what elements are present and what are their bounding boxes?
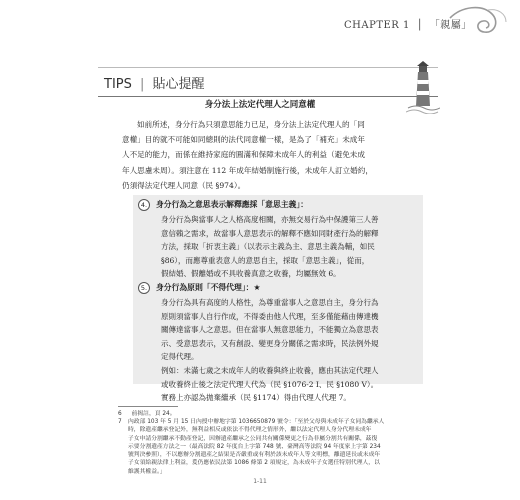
intro-line: 仍須得法定代理人同意（民 §974）。: [122, 180, 246, 190]
intro-line: 如前所述，身分行為只須意思能力已足，身分法上法定代理人的「同: [137, 120, 365, 129]
header-divider: [98, 67, 438, 68]
footnote-line: 時，除遺產繼承登記外，無利益相反或依法不得代理之情形外，繼以法定代理人身分代理未成年: [128, 427, 372, 434]
footnote-text: 前揭註，頁 24。: [131, 411, 176, 417]
item-line: 例如：未滿七歲之未成年人的收養與終止收養，應由其法定代理人: [161, 365, 379, 375]
tips-separator: |: [140, 77, 145, 92]
footnote-line: 號判決參照），不以應辦分割遺產之結果是否嚴重或有利於該未成年人等文明標，離遺延長或未成年: [128, 452, 381, 459]
intro-line: 年人思慮未周）。須注意在 112 年成年結婚制施行後，未成年人訂立婚約，: [122, 165, 373, 175]
footnote-line: 示要分割遺產方法之一（最高法院 82 年度台上字第 748 號、臺灣高等法院 94 年度家上字第 234: [128, 443, 381, 450]
item-line: 身分行為具有高度的人格性，為尊重當事人之意思自主，身分行為: [161, 298, 379, 307]
swirl-ornament-icon: [448, 4, 508, 40]
intro-paragraph: [122, 117, 412, 193]
footnote-line: 維護其權益。」: [128, 468, 166, 475]
item-body: [161, 213, 419, 281]
item-line: 示、受意思表示，又有創設、變更身分關係之需求時，民法例外規: [161, 338, 379, 348]
footnote-divider: [118, 406, 178, 407]
chapter-label: CHAPTER 1: [344, 20, 410, 31]
tips-title: 貼心提醒: [152, 77, 205, 92]
item-line: 或收養終止後之法定代理人代為（民 §1076-2 I、民 §1080 V）。: [161, 379, 379, 389]
footnote-line: 內政部 103 年 5 月 15 日內授中辦地字第 1036650879 號令：「至於父母與未成年子女同為繼承人: [128, 419, 385, 425]
item-line: 身分行為與當事人之人格高度相關，亦無交易行為中保護第三人善: [161, 215, 379, 224]
item-line: 原則須當事人自行作成，不得委由他人代理，至多僅能藉由傳達機: [161, 311, 379, 321]
chapter-title: 「親屬」: [429, 20, 472, 31]
footnote-number: 6: [118, 411, 122, 417]
item-line: 假結婚、假離婚或不具收養真意之收養，均屬無效 6。: [161, 269, 341, 279]
tips-heading: [104, 73, 205, 92]
footnote-number: 7: [118, 419, 122, 425]
item-line: 定得代理。: [161, 352, 199, 362]
item-title: 身分行為原則「不得代理」：★: [156, 283, 261, 292]
footnote-line: 子女申請分割繼承不動產登記，因辦遺產繼承之公同共有關係變更之行為非屬分割共有關係，茲復: [128, 435, 378, 442]
item-title: 身分行為之意思表示解釋應採「意思主義」：: [156, 200, 309, 209]
item-line: 意信賴之需求，故當事人意思表示的解釋不應如同財產行為的解釋: [161, 228, 379, 238]
footnote-body: [128, 418, 420, 476]
intro-line: 人不足的能力，而係在維持家庭的圓滿和保障未成年人的利益（避免未成: [122, 150, 365, 160]
item-number-badge: 4.: [138, 199, 150, 211]
footnote-line: 子女須給親法律上利益，爰仍應依民法第 1086 條第 2 項規定，為未成年子女選任特別代理人，以: [128, 460, 380, 467]
tips-label: TIPS: [104, 77, 132, 92]
item-line: 方法，採取「折衷主義」（以表示主義為主、意思主義為輔，如民: [161, 242, 375, 252]
intro-line: 意權」目的就不可能如同總則的法代同意權一樣，是為了「補充」未成年: [122, 135, 365, 145]
item-line: 實務上亦認為拋棄繼承（民 §1174）得由代理人代理 7。: [161, 393, 351, 403]
item-line: 關傳達當事人之意思。但在當事人無意思能力，不能獨立為意思表: [161, 325, 379, 335]
section-title: 身分法上法定代理人之同意權: [204, 100, 316, 110]
item-body: [161, 296, 419, 405]
item-line: §86），而應尊重表意人的意思自主，採取「意思主義」，從而，: [161, 255, 370, 265]
tips-divider: [98, 96, 438, 97]
header-separator: │: [416, 20, 424, 31]
item-number-badge: 5.: [138, 282, 150, 294]
page-number: 1-11: [253, 478, 267, 485]
